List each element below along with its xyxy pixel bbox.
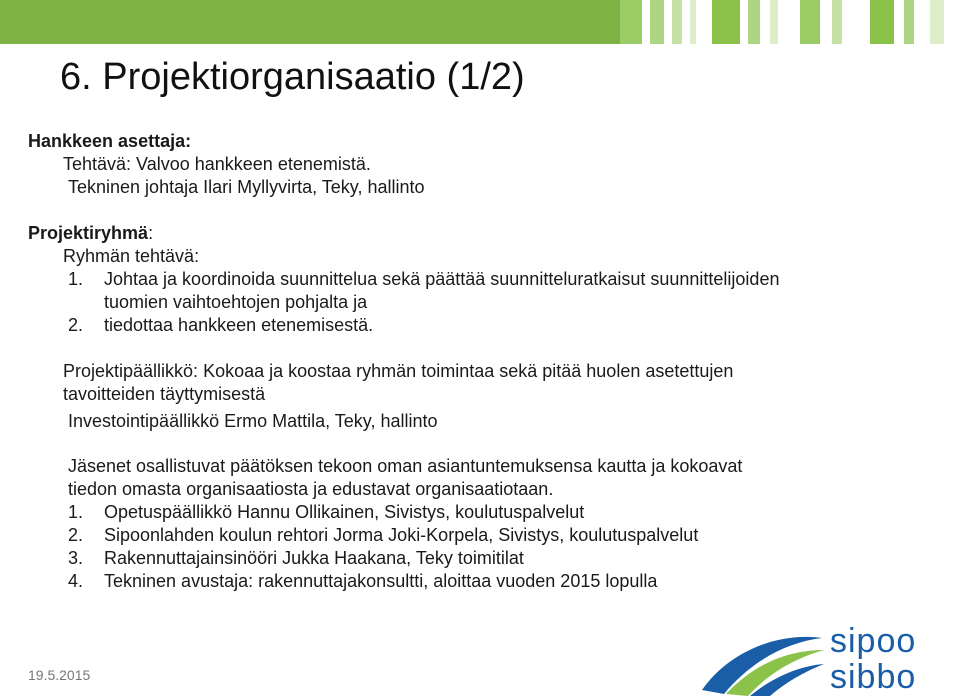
top-bar-stripe	[712, 0, 740, 44]
list-item	[28, 314, 928, 337]
list-number: 2.	[68, 315, 84, 335]
members-description-line: Jäsenet osallistuvat päätöksen tekoon oman asiantuntemuksensa kautta ja kokoavat	[68, 456, 743, 476]
members-description-line: tiedon omasta organisaatiosta ja edustavat organisaatiotaan.	[68, 479, 554, 499]
top-bar-stripe	[650, 0, 664, 44]
page-title: 6. Projektiorganisaatio (1/2)	[60, 56, 525, 98]
member-text: Rakennuttajainsinööri Jukka Haakana, Teky toimitilat	[104, 548, 524, 568]
list-number: 1.	[68, 502, 84, 522]
top-bar-stripe	[620, 0, 642, 44]
project-group-colon: :	[148, 223, 154, 243]
member-text: Sipoonlahden koulun rehtori Jorma Joki-Korpela, Sivistys, koulutuspalvelut	[104, 525, 699, 545]
pm-name: Investointipäällikkö Ermo Mattila, Teky, hallinto	[68, 411, 438, 431]
group-task-label: Ryhmän tehtävä:	[63, 246, 200, 266]
list-number: 3.	[68, 548, 84, 568]
pm-description-line: tavoitteiden täyttymisestä	[63, 384, 266, 404]
member-item	[28, 547, 928, 570]
list-text: Johtaa ja koordinoida suunnittelua sekä päättää suunnitteluratkaisut suunnittelijoiden	[104, 269, 780, 289]
list-number: 4.	[68, 571, 84, 591]
top-bar-stripe	[672, 0, 682, 44]
top-bar-stripe	[748, 0, 760, 44]
list-text: tiedottaa hankkeen etenemisestä.	[104, 315, 374, 335]
member-text: Tekninen avustaja: rakennuttajakonsultti, aloittaa vuoden 2015 lopulla	[104, 571, 658, 591]
content-body	[28, 130, 928, 593]
logo-line-sibbo: sibbo	[830, 658, 917, 696]
steering-member: Tekninen johtaja Ilari Myllyvirta, Teky, hallinto	[68, 177, 425, 197]
top-bar-stripe	[800, 0, 820, 44]
top-bar-stripe	[690, 0, 696, 44]
top-decor-bar	[0, 0, 960, 44]
member-item	[28, 524, 928, 547]
top-bar-stripe	[904, 0, 914, 44]
logo-line-sipoo: sipoo	[830, 622, 917, 660]
top-bar-stripe	[930, 0, 944, 44]
top-bar-solid	[0, 0, 620, 44]
steering-task: Tehtävä: Valvoo hankkeen etenemistä.	[63, 154, 371, 174]
steering-heading: Hankkeen asettaja:	[28, 131, 192, 151]
top-bar-stripe	[832, 0, 842, 44]
sipoo-sibbo-logo	[830, 624, 916, 696]
footer-date: 19.5.2015	[28, 667, 91, 683]
project-group-heading: Projektiryhmä	[28, 223, 149, 243]
member-item	[28, 570, 928, 593]
list-item	[28, 268, 928, 291]
member-text: Opetuspäällikkö Hannu Ollikainen, Sivistys, koulutuspalvelut	[104, 502, 585, 522]
project-group-heading-line	[28, 222, 928, 245]
pm-description-line: Projektipäällikkö: Kokoaa ja koostaa ryhmän toimintaa sekä pitää huolen asetettujen	[63, 361, 734, 381]
top-bar-stripe	[770, 0, 778, 44]
member-item	[28, 501, 928, 524]
list-number: 1.	[68, 269, 84, 289]
list-item-continuation: tuomien vaihtoehtojen pohjalta ja	[104, 292, 368, 312]
list-number: 2.	[68, 525, 84, 545]
top-bar-stripe	[870, 0, 894, 44]
